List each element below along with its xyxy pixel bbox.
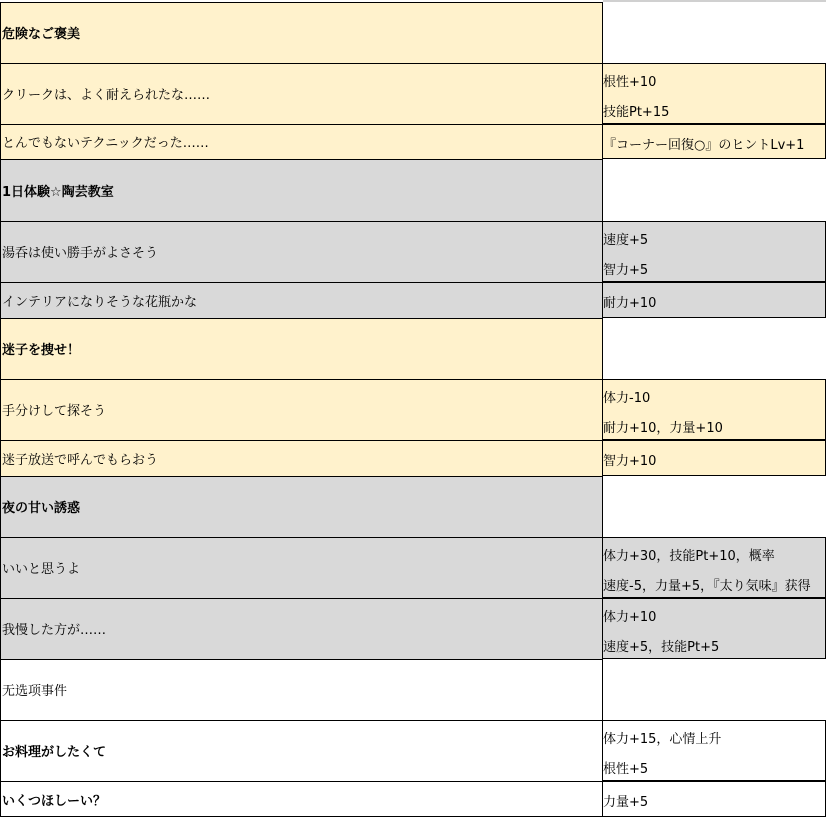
effect-cell[interactable] [603,159,826,221]
choice-row [0,440,826,476]
choice-label-cell[interactable] [0,379,603,440]
effect-cell[interactable] [603,63,826,124]
choice-label: とんでもないテクニックだった…… [2,136,209,151]
effect-cell[interactable] [603,379,826,440]
column-border [0,159,1,221]
choice-label: 湯呑は使い勝手がよさそう [2,246,159,261]
effect-cell[interactable] [603,659,826,720]
column-border [0,282,1,318]
choice-label-cell[interactable] [0,659,603,720]
table-bottom-border [0,816,826,817]
event-title: 夜の甘い誘惑 [2,501,81,516]
row-border [0,124,603,125]
column-border [602,781,603,817]
effect-text: 智力+5 [603,263,649,278]
event-title: 1日体験☆陶芸教室 [2,184,114,200]
column-border [0,720,1,781]
row-border [603,282,826,283]
effect-cell[interactable] [603,2,826,63]
event-header-row [0,2,826,63]
choice-label: お料理がしたくて [2,745,107,760]
effect-text: 速度+5，技能Pt+5 [603,640,720,655]
effect-cell[interactable] [603,598,826,659]
choice-row [0,221,826,282]
choice-label-cell[interactable] [0,598,603,659]
column-border [0,781,1,817]
row-border [603,379,826,380]
choice-label-cell[interactable] [0,537,603,598]
event-header-row [0,476,826,537]
event-title: 迷子を捜せ！ [2,343,81,358]
choice-label-cell[interactable] [0,440,603,476]
column-border [0,598,1,659]
column-border [602,63,603,124]
row-border [603,537,826,538]
row-border [0,221,603,222]
column-border [602,476,603,537]
choice-label-cell[interactable] [0,720,603,781]
row-border [603,63,826,64]
effect-text: 根性+10 [603,75,657,90]
choice-row [0,124,826,159]
effect-cell[interactable] [603,476,826,537]
effect-text: 体力+30，技能Pt+10，概率 [603,549,775,564]
row-border [0,318,603,319]
effect-text: 耐力+10 [603,296,657,311]
column-border [602,379,603,440]
choice-row [0,379,826,440]
column-border [602,318,603,379]
column-border [0,2,1,63]
column-border [0,659,1,720]
row-border [0,781,603,782]
effect-text: 体力+10 [603,610,657,625]
effect-text: 技能Pt+15 [603,105,670,120]
choice-label: 手分けして探そう [2,404,107,419]
event-title-cell[interactable] [0,476,603,537]
event-header-row [0,318,826,379]
choice-label: いくつほしーい？ [2,793,107,809]
column-border [602,282,603,318]
choice-label: インテリアになりそうな花瓶かな [2,294,198,310]
effect-text: 智力+10 [603,454,657,469]
row-border [603,440,826,441]
column-border [0,440,1,476]
row-border [603,720,826,721]
choice-row [0,598,826,659]
event-header-row [0,159,826,221]
row-border [0,598,603,599]
choice-label: 迷子放送で呼んでもらおう [2,452,159,468]
effect-text: 耐力+10，力量+10 [603,421,723,436]
event-title-cell[interactable] [0,318,603,379]
choice-label: 无选项事件 [2,684,68,699]
column-border [0,124,1,159]
effect-text: 根性+5 [603,762,649,777]
choice-row [0,282,826,318]
section-label-row [0,659,826,720]
effect-cell[interactable] [603,781,826,817]
choice-row [0,63,826,124]
effect-text: 力量+5 [603,795,649,810]
column-border [602,440,603,476]
column-border [602,720,603,781]
choice-label: いいと思うよ [2,562,81,577]
choice-label-cell[interactable] [0,63,603,124]
row-border [0,537,603,538]
event-title-cell[interactable] [0,159,603,221]
column-border [602,537,603,598]
choice-row [0,781,826,817]
row-border [0,379,603,380]
column-border [0,476,1,537]
effect-cell[interactable] [603,537,826,598]
column-border [0,379,1,440]
choice-row [0,537,826,598]
effect-text: 体力-10 [603,391,651,406]
row-border [0,159,603,160]
column-border [602,2,603,63]
column-border [0,63,1,124]
choice-label-cell[interactable] [0,781,603,817]
row-border [0,2,603,3]
column-border [602,159,603,221]
effect-text: 速度+5 [603,233,649,248]
row-border [603,221,826,222]
event-title: 危険なご褒美 [2,27,81,42]
row-border [0,476,603,477]
effect-cell[interactable] [603,318,826,379]
column-border [602,124,603,159]
effect-text: 速度-5，力量+5，『太り気味』获得 [603,579,811,594]
row-border [603,124,826,125]
choice-label: クリークは、よく耐えられたな…… [2,88,211,103]
column-border [0,537,1,598]
choice-row [0,720,826,781]
row-border [603,598,826,599]
effect-cell[interactable] [603,282,826,318]
effect-cell[interactable] [603,221,826,282]
column-border [0,221,1,282]
event-title-cell[interactable] [0,2,603,63]
column-border [602,598,603,659]
row-border [0,659,603,660]
row-border [0,720,603,721]
row-border [0,440,603,441]
row-border [0,282,603,283]
choice-label: 我慢した方が…… [2,623,107,638]
row-border [0,63,603,64]
choice-label-cell[interactable] [0,282,603,318]
effect-cell[interactable] [603,124,826,159]
choice-label-cell[interactable] [0,124,603,159]
effect-text: 『コーナー回復○』のヒントLv+1 [603,138,805,153]
effect-text: 体力+15，心情上升 [603,732,722,747]
choice-label-cell[interactable] [0,221,603,282]
effect-cell[interactable] [603,720,826,781]
column-border [602,221,603,282]
row-border [603,781,826,782]
column-border [0,318,1,379]
effect-cell[interactable] [603,440,826,476]
column-border [602,659,603,720]
